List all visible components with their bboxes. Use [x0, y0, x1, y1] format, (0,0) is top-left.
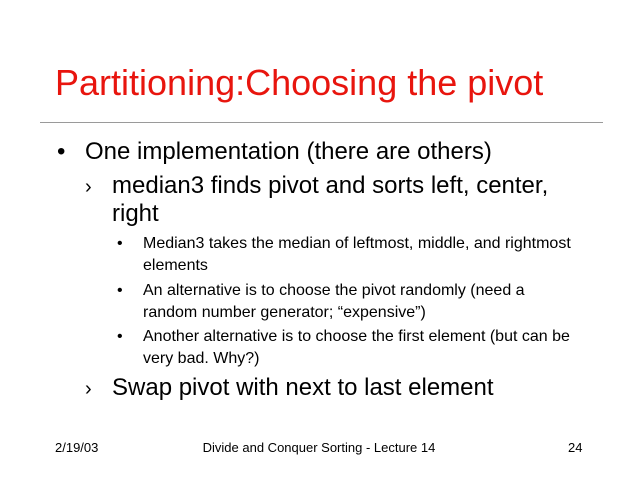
sub-bullet-marker: › [85, 378, 92, 400]
bullet-text: One implementation (there are others) [85, 138, 492, 165]
title-divider [40, 122, 603, 123]
bullet-marker: • [117, 235, 123, 252]
bullet-text: An alternative is to choose the pivot randomly (need a random number generator; “expensive”) [143, 282, 525, 321]
slide-title: Partitioning:Choosing the pivot [55, 62, 544, 103]
sub-bullet-marker: › [85, 176, 92, 198]
footer-date: 2/19/03 [55, 440, 99, 455]
sub-bullet-text: Swap pivot with next to last element [112, 374, 494, 401]
bullet-marker: • [57, 138, 66, 165]
bullet-marker: • [117, 282, 123, 299]
footer-title: Divide and Conquer Sorting - Lecture 14 [202, 440, 436, 455]
page-number: 24 [568, 440, 583, 455]
bullet-text: Median3 takes the median of leftmost, middle, and rightmost elements [143, 235, 571, 274]
bullet-text: Another alternative is to choose the first element (but can be very bad. Why?) [143, 328, 570, 367]
sub-bullet-text: median3 finds pivot and sorts left, center, right [112, 172, 549, 227]
bullet-marker: • [117, 328, 123, 345]
